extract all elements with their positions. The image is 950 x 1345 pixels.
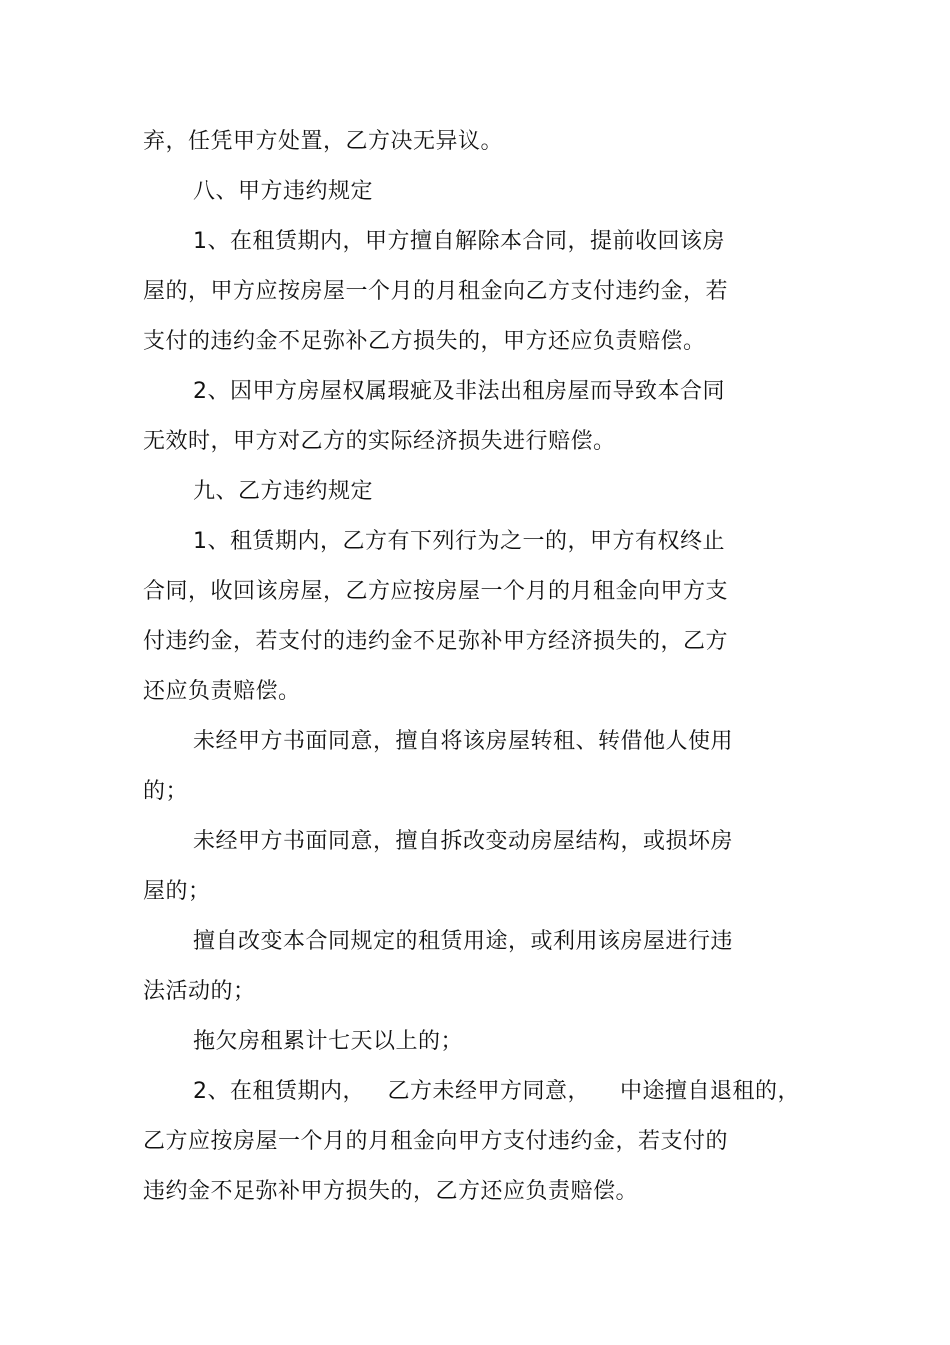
text-line: 还应负责赔偿。 <box>143 679 301 704</box>
text-line: 拖欠房租累计七天以上的； <box>193 1029 464 1054</box>
text-line: 擅自改变本合同规定的租赁用途，或利用该房屋进行违 <box>193 929 734 954</box>
text-line: 2、因甲方房屋权属瑕疵及非法出租房屋而导致本合同 <box>193 379 725 404</box>
text-line: 2、在租赁期内， 乙方未经甲方同意， 中途擅自退租的， <box>193 1079 800 1104</box>
text-line: 未经甲方书面同意，擅自将该房屋转租、转借他人使用 <box>193 729 734 754</box>
text-line: 未经甲方书面同意，擅自拆改变动房屋结构，或损坏房 <box>193 829 734 854</box>
text-line: 违约金不足弥补甲方损失的，乙方还应负责赔偿。 <box>143 1179 639 1204</box>
text-line: 乙方应按房屋一个月的月租金向甲方支付违约金，若支付的 <box>143 1129 729 1154</box>
text-line: 1、在租赁期内，甲方擅自解除本合同，提前收回该房 <box>193 229 725 254</box>
text-line: 的； <box>143 779 189 804</box>
text-line: 付违约金，若支付的违约金不足弥补甲方经济损失的，乙方 <box>143 629 729 654</box>
section-heading: 九、乙方违约规定 <box>193 479 374 504</box>
text-line: 法活动的； <box>143 979 256 1004</box>
text-line: 屋的； <box>143 879 211 904</box>
text-line: 合同，收回该房屋，乙方应按房屋一个月的月租金向甲方支 <box>143 579 729 604</box>
text-line: 屋的，甲方应按房屋一个月的月租金向乙方支付违约金，若 <box>143 279 729 304</box>
text-line: 无效时，甲方对乙方的实际经济损失进行赔偿。 <box>143 429 616 454</box>
section-heading: 八、甲方违约规定 <box>193 179 374 204</box>
text-line: 支付的违约金不足弥补乙方损失的，甲方还应负责赔偿。 <box>143 329 706 354</box>
text-line: 1、租赁期内，乙方有下列行为之一的，甲方有权终止 <box>193 529 725 554</box>
text-line: 弃，任凭甲方处置，乙方决无异议。 <box>143 129 504 154</box>
